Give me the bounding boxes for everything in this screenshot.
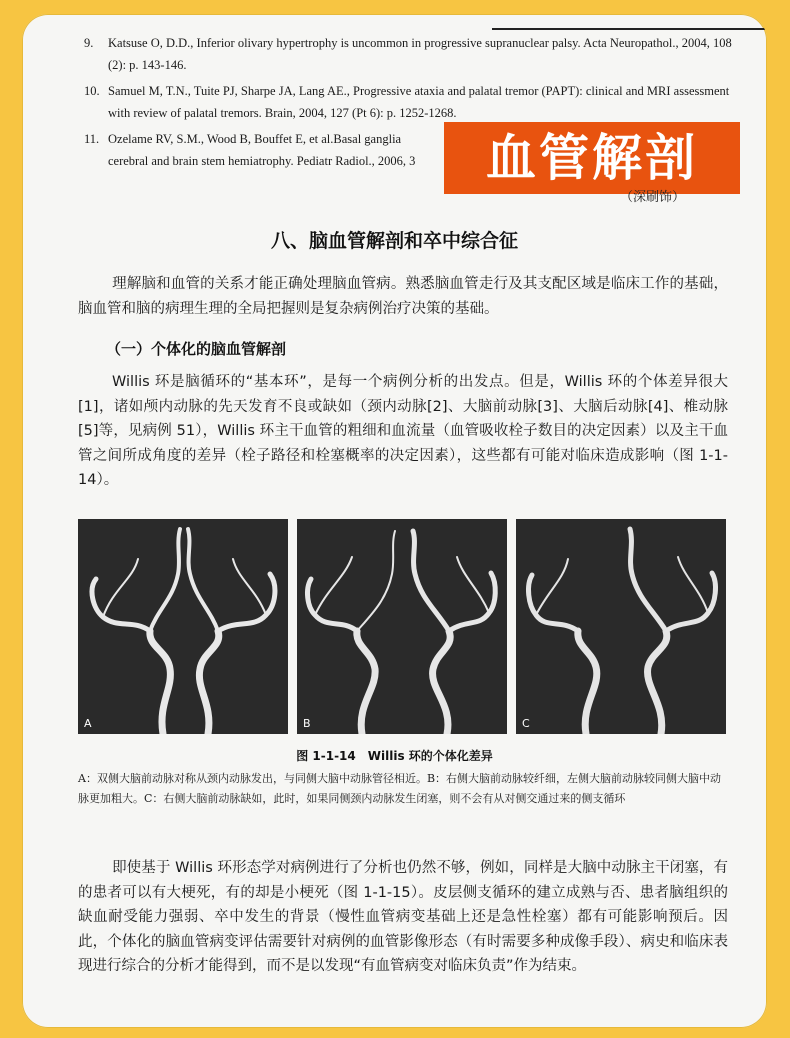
header-rule (492, 14, 767, 30)
final-paragraph (78, 856, 728, 979)
angiography-figure (78, 519, 726, 734)
author-note: （深刷饰） (620, 190, 686, 205)
reference-text: cerebral and brain stem hemiatrophy. Pediatr Radiol., 2006, 3 (108, 154, 416, 168)
angiogram-panel-b (297, 519, 507, 734)
figure-note: A：双侧大脑前动脉对称从颈内动脉发出，与同侧大脑中动脉管径相近。B：右侧大脑前动脉较纤细，左侧大脑前动脉较同侧大脑中动脉更加粗大。C：右侧大脑前动脉缺如，此时，如果同侧颈内动脉发生闭塞，则不会有从对侧交通过来的侧支循环 (78, 772, 722, 805)
reference-10 (84, 80, 734, 124)
subheading: （一）个体化的脑血管解剖 (106, 340, 287, 358)
topic-banner: 血管解剖 (444, 122, 740, 194)
final-text: 即使基于 Willis 环形态学对病例进行了分析也仍然不够，例如，同样是大脑中动脉主干闭塞，有的患者可以有大梗死，有的却是小梗死（图 1-1-15）。皮层侧支循环的建立成熟与否、患者脑组织的缺血耐受能力强弱、卒中发生的背景（慢性血管病变基础上还是急性栓塞）都有可能影响预后。因此，个体化的脑血管病变评估需要针对病例的血管影像形态（有时需要多种成像手段）、病史和临床表现进行综合的分析才能得到，而不是以发现“有血管病变对临床负责”作为结束。 (78, 860, 728, 974)
reference-number: 10. (84, 84, 100, 98)
willis-paragraph (78, 370, 728, 493)
reference-text: Samuel M, T.N., Tuite PJ, Sharpe JA, Lang AE., Progressive ataxia and palatal tremor (PAPT): clinical and MRI assessment with review of palatal tremors. Brain, 2004, 127 (Pt 6): p. 1252-1268. (108, 84, 730, 120)
angiogram-image (78, 519, 288, 734)
reference-number: 11. (84, 132, 100, 146)
reference-9 (84, 32, 734, 76)
panel-label: A (84, 717, 92, 730)
book-page (22, 14, 767, 1028)
reference-text: Katsuse O, D.D., Inferior olivary hypertrophy is uncommon in progressive supranuclear palsy. Acta Neuropathol., 2004, 108 (2): p. 143-146. (108, 36, 732, 72)
section-title: 八、脑血管解剖和卒中综合征 (270, 230, 518, 252)
intro-paragraph (78, 272, 728, 321)
angiogram-image (297, 519, 507, 734)
figure-caption: 图 1-1-14 Willis 环的个体化差异 (296, 749, 493, 763)
reference-number: 9. (84, 36, 94, 50)
reference-text: Ozelame RV, S.M., Wood B, Bouffet E, et al.Basal ganglia (108, 132, 402, 146)
angiogram-panel-c (516, 519, 726, 734)
panel-label: C (522, 717, 530, 730)
panel-label: B (303, 717, 311, 730)
angiogram-image (516, 519, 726, 734)
intro-text: 理解脑和血管的关系才能正确处理脑血管病。熟悉脑血管走行及其支配区域是临床工作的基础，脑血管和脑的病理生理的全局把握则是复杂病例治疗决策的基础。 (78, 276, 728, 317)
angiogram-panel-a (78, 519, 288, 734)
willis-text: Willis 环是脑循环的“基本环”，是每一个病例分析的出发点。但是，Willis 环的个体差异很大[1]，诸如颅内动脉的先天发育不良或缺如（颈内动脉[2]、大脑前动脉[3]、大脑后动脉[4]、椎动脉[5]等，见病例 51），Willis 环主干血管的粗细和血流量（血管吸收栓子数目的决定因素）以及主干血管之间所成角度的差异（栓子路径和栓塞概率的决定因素），这些都有可能对临床造成影响（图 1-1-14）。 (78, 374, 728, 488)
